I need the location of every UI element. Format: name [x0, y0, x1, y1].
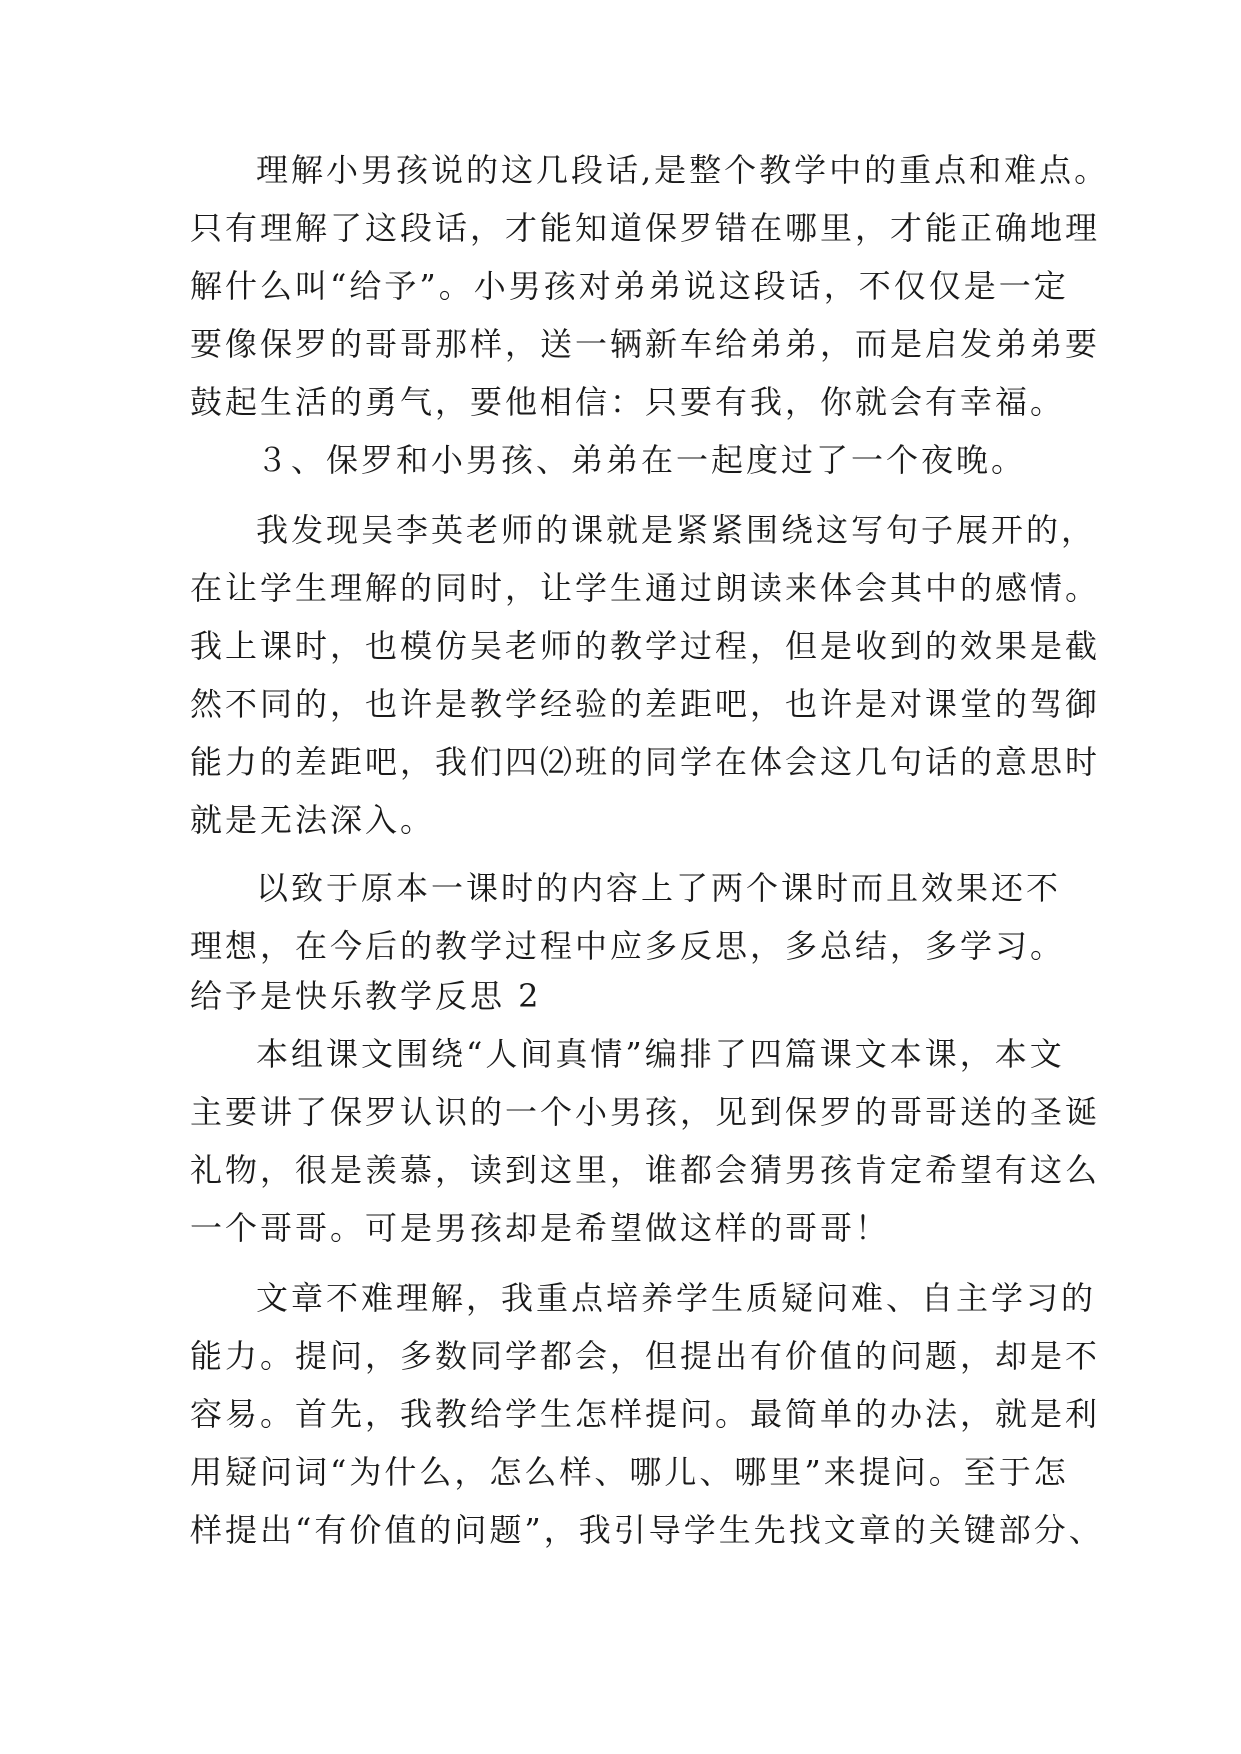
- text-line: 就是无法深入。: [190, 801, 436, 839]
- text-line: 一个哥哥。可是男孩却是希望做这样的哥哥！: [190, 1209, 891, 1247]
- text-line: 以致于原本一课时的内容上了两个课时而且效果还不: [256, 869, 1062, 907]
- text-line: ３、保罗和小男孩、弟弟在一起度过了一个夜晚。: [256, 441, 1027, 479]
- text-line: 理想，在今后的教学过程中应多反思，多总结，多学习。: [190, 927, 1066, 965]
- text-line: 我发现吴李英老师的课就是紧紧围绕这写句子展开的，: [256, 511, 1097, 549]
- text-line: 文章不难理解，我重点培养学生质疑问难、自主学习的: [256, 1279, 1097, 1317]
- text-line: 容易。首先，我教给学生怎样提问。最简单的办法，就是利: [190, 1395, 1101, 1433]
- text-line: 用疑问词“为什么，怎么样、哪儿、哪里”来提问。至于怎: [190, 1453, 1069, 1491]
- text-line: 能力。提问，多数同学都会，但提出有价值的问题，却是不: [190, 1337, 1101, 1375]
- text-line: 我上课时，也模仿吴老师的教学过程，但是收到的效果是截: [190, 627, 1101, 665]
- text-line: 然不同的，也许是教学经验的差距吧，也许是对课堂的驾御: [190, 685, 1101, 723]
- text-line: 理解小男孩说的这几段话,是整个教学中的重点和难点。: [256, 151, 1110, 189]
- text-line: 解什么叫“给予”。小男孩对弟弟说这段话，不仅仅是一定: [190, 267, 1069, 305]
- text-line: 礼物，很是羡慕，读到这里，谁都会猜男孩肯定希望有这么: [190, 1151, 1101, 1189]
- text-line: 本组课文围绕“人间真情”编排了四篇课文本课，本文: [256, 1035, 1065, 1073]
- text-line: 鼓起生活的勇气，要他相信：只要有我，你就会有幸福。: [190, 383, 1066, 421]
- text-line: 主要讲了保罗认识的一个小男孩，见到保罗的哥哥送的圣诞: [190, 1093, 1101, 1131]
- text-line: 在让学生理解的同时，让学生通过朗读来体会其中的感情。: [190, 569, 1101, 607]
- text-line: 只有理解了这段话，才能知道保罗错在哪里，才能正确地理: [190, 209, 1101, 247]
- text-line: 要像保罗的哥哥那样，送一辆新车给弟弟，而是启发弟弟要: [190, 325, 1101, 363]
- text-line: 样提出“有价值的问题”，我引导学生先找文章的关键部分、: [190, 1511, 1104, 1549]
- section-heading: 给予是快乐教学反思 2: [190, 977, 542, 1015]
- text-line: 能力的差距吧，我们四⑵班的同学在体会这几句话的意思时: [190, 743, 1101, 781]
